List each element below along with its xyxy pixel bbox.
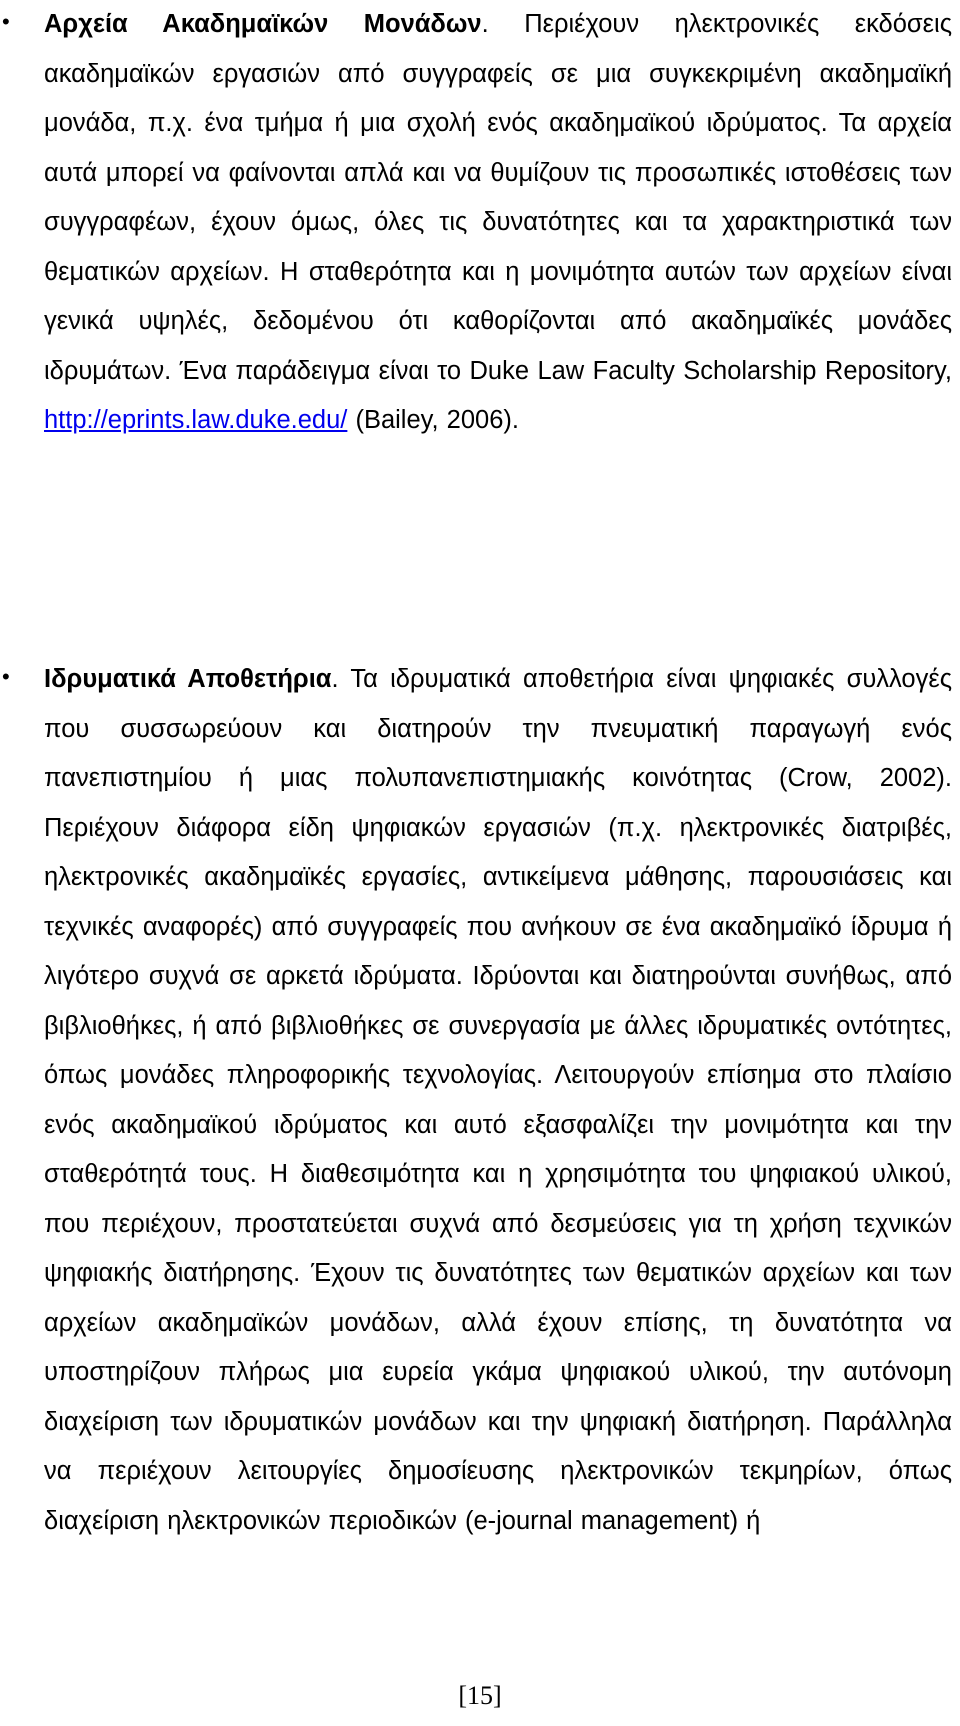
paragraph-text: . Τα ιδρυματικά αποθετήρια είναι ψηφιακές συλλογές που συσσωρεύουν και διατηρούν την πνευματική παραγωγή ενός πανεπιστημίου ή μιας πολυπανεπιστημιακής κοινότητας (Crow, 2002). Περιέχουν διάφορα είδη ψηφιακών εργασιών (π.χ. ηλεκτρονικές διατριβές, ηλεκτρονικές ακαδημαϊκές εργασίες, αντικείμενα μάθησης, παρουσιάσεις και τεχνικές αναφορές) από συγγραφείς που ανήκουν σε ένα ακαδημαϊκό ίδρυμα ή λιγότερο συχνά σε αρκετά ιδρύματα. Ιδρύονται και διατηρούνται συνήθως, από βιβλιοθήκες, ή από βιβλιοθήκες σε συνεργασία με άλλες ιδρυματικές οντότητες, όπως μονάδες πληροφορικής τεχνολογίας. Λειτουργούν επίσημα στο πλαίσιο ενός ακαδημαϊκού ιδρύματος και αυτό εξασφαλίζει την μονιμότητα και την σταθερότητά τους. Η διαθεσιμότητα και η χρησιμότητα του ψηφιακού υλικού, που περιέχουν, προστατεύεται συχνά από δεσμεύσεις για τη χρήση τεχνικών ψηφιακής διατήρησης. Έχουν τις δυνατότητες των θεματικών αρχείων και των αρχείων ακαδημαϊκών μονάδων, αλλά έχουν επίσης, τη δυνατότητα να υποστηρίζουν πλήρως μια ευρεία γκάμα ψηφιακού υλικού, την αυτόνομη διαχείριση των ιδρυματικών μονάδων και την ψηφιακή διατήρηση. Παράλληλα να περιέχουν λειτουργίες δημοσίευσης ηλεκτρονικών τεκμηρίων, όπως διαχείριση ηλεκτρονικών περιοδικών (e-journal management) ή xyxy=(44,665,953,1535)
paragraph-academic-unit-archives xyxy=(44,0,952,446)
list-item-academic-unit-archives xyxy=(2,0,952,446)
term-institutional-repositories: Ιδρυματικά Αποθετήρια xyxy=(44,665,332,693)
term-academic-unit-archives: Αρχεία Ακαδημαϊκών Μονάδων xyxy=(44,10,482,38)
paragraph-institutional-repositories xyxy=(44,655,952,1546)
paragraph-text: . Περιέχουν ηλεκτρονικές εκδόσεις ακαδημαϊκών εργασιών από συγγραφείς σε μια συγκεκριμένη ακαδημαϊκή μονάδα, π.χ. ένα τμήμα ή μια σχολή ενός ακαδημαϊκού ιδρύματος. Τα αρχεία αυτά μπορεί να φαίνονται απλά και να θυμίζουν τις προσωπικές ιστοθέσεις των συγγραφέων, έχουν όμως, όλες τις δυνατότητες και τα χαρακτηριστικά των θεματικών αρχείων. Η σταθερότητα και η μονιμότητα αυτών των αρχείων είναι γενικά υψηλές, δεδομένου ότι καθορίζονται από ακαδημαϊκές μονάδες ιδρυμάτων. Ένα παράδειγμα είναι το Duke Law Faculty Scholarship Repository, xyxy=(44,10,952,385)
list-item-institutional-repositories xyxy=(2,655,953,1546)
duke-eprints-link[interactable]: http://eprints.law.duke.edu/ xyxy=(44,406,348,434)
page-number: [15] xyxy=(458,1681,502,1710)
bullet-icon: • xyxy=(2,9,10,34)
citation-text: (Bailey, 2006). xyxy=(347,406,519,434)
bullet-icon: • xyxy=(2,664,10,689)
